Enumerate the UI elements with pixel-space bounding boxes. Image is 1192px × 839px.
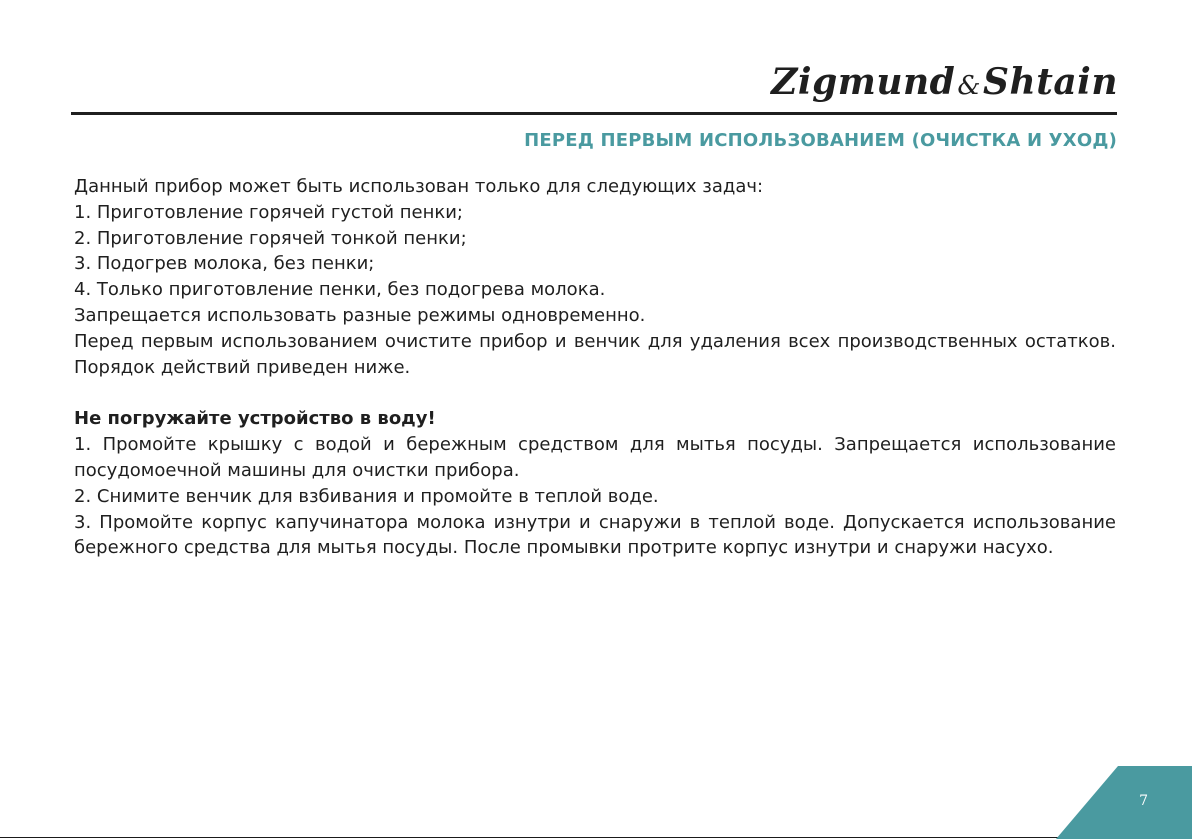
page-corner-tab <box>1056 766 1192 839</box>
spacer <box>74 380 1116 406</box>
page-content <box>74 174 1116 561</box>
footer-rule <box>0 837 1060 838</box>
logo-word-right: Shtain <box>983 61 1118 103</box>
header-rule <box>71 112 1117 115</box>
cleaning-step: 3. Промойте корпус капучинатора молока изнутри и снаружи в теплой воде. Допускается использование бережного средства для мытья посуды. После промывки протрите корпус изнутри и снаружи насухо. <box>74 511 1116 559</box>
logo-ampersand: & <box>957 71 982 101</box>
section-title: ПЕРЕД ПЕРВЫМ ИСПОЛЬЗОВАНИЕМ (ОЧИСТКА И УХОД) <box>524 130 1117 151</box>
intro-lead: Данный прибор может быть использован только для следующих задач: <box>74 176 764 197</box>
page-number: 7 <box>1139 793 1148 809</box>
logo-word-left: Zigmund <box>771 61 956 103</box>
brand-logo <box>771 61 1118 103</box>
task-item: 4. Только приготовление пенки, без подогрева молока. <box>74 279 606 301</box>
cleaning-step: 1. Промойте крышку с водой и бережным средством для мытья посуды. Запрещается использование посудомоечной машины для очистки прибора. <box>74 434 1116 481</box>
before-use-paragraph: Перед первым использованием очистите прибор и венчик для удаления всех производственных остатков. Порядок действий приведен ниже. <box>74 330 1116 378</box>
cleaning-step: 2. Снимите венчик для взбивания и промойте в теплой воде. <box>74 485 659 507</box>
task-item: 2. Приготовление горячей тонкой пенки; <box>74 227 467 249</box>
task-item: 3. Подогрев молока, без пенки; <box>74 253 375 275</box>
water-warning: Не погружайте устройство в воду! <box>74 408 436 430</box>
task-item: 1. Приготовление горячей густой пенки; <box>74 201 463 223</box>
mode-prohibition: Запрещается использовать разные режимы одновременно. <box>74 304 646 326</box>
